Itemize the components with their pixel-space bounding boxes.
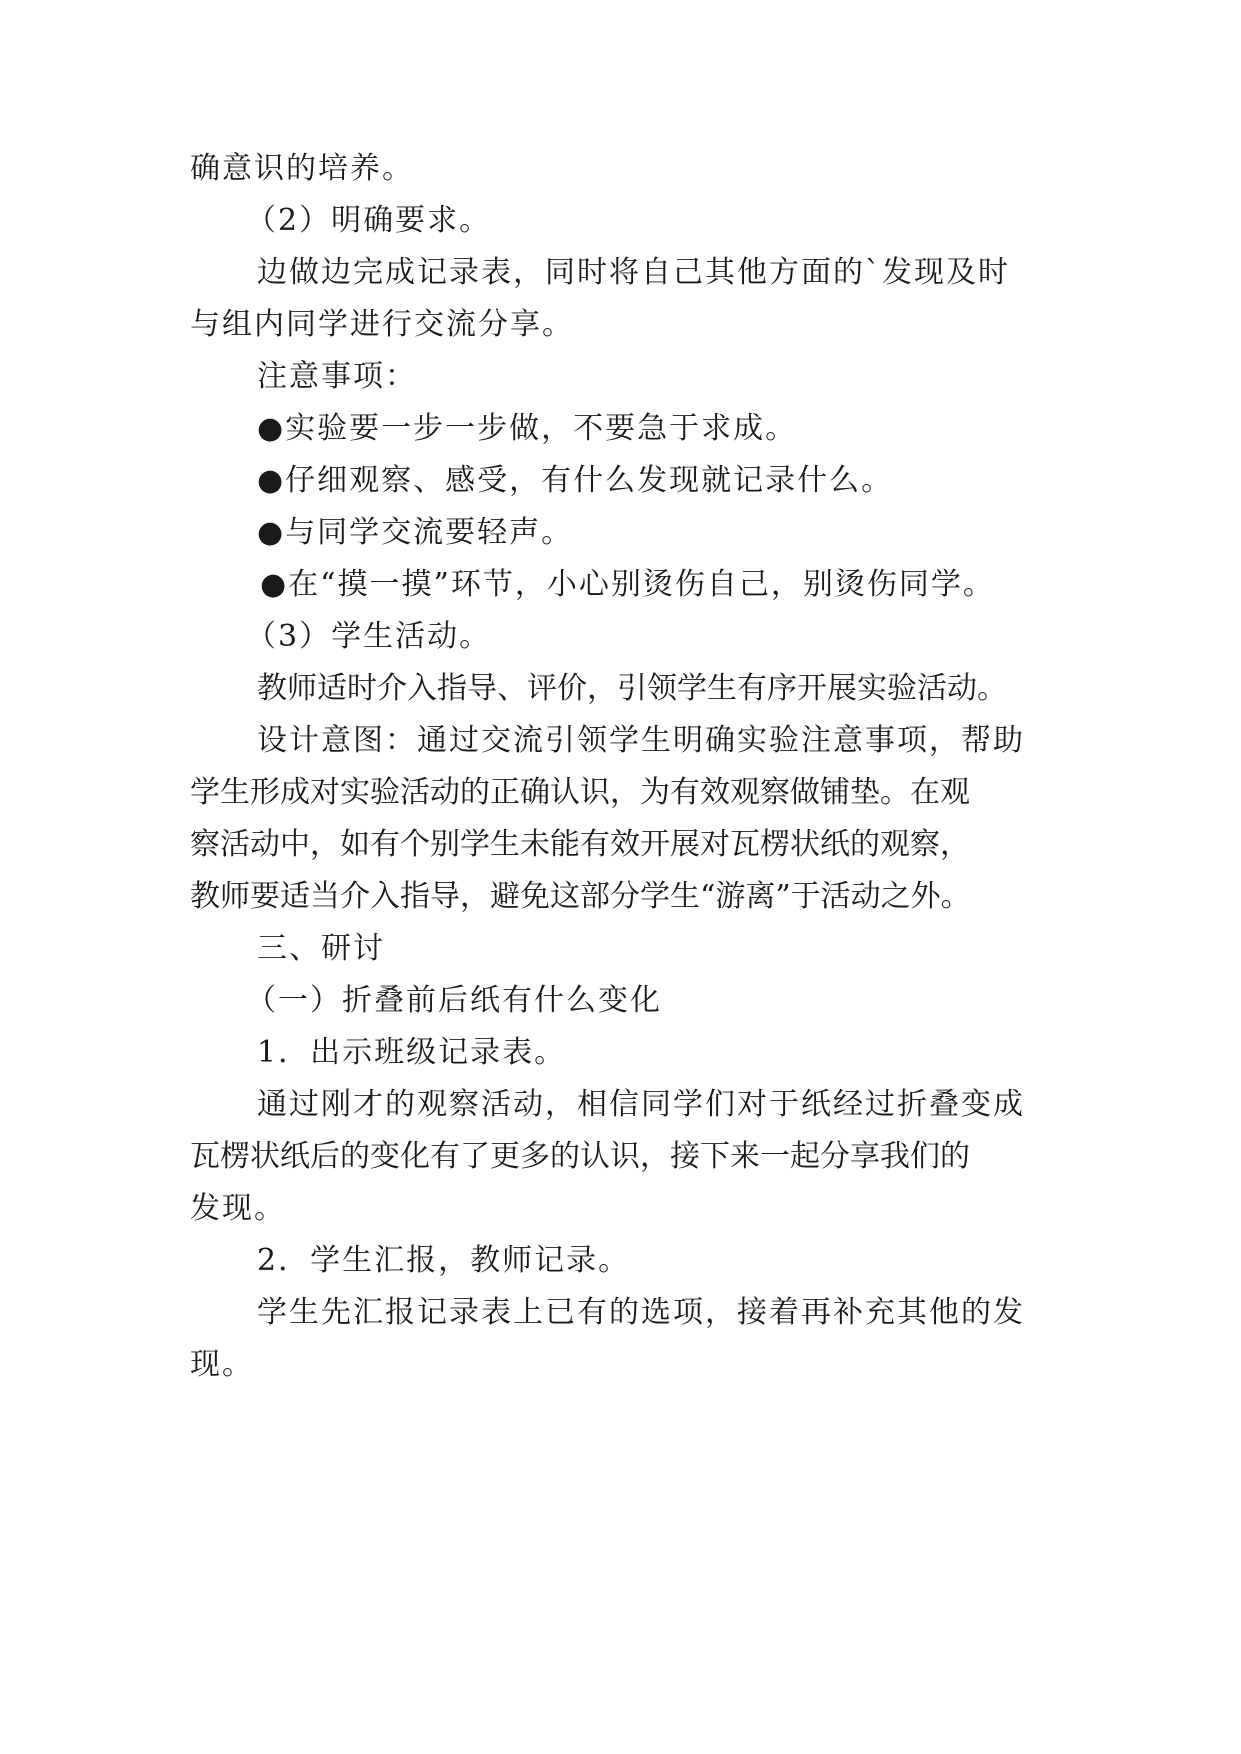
subheading: （一）折叠前后纸有什么变化 xyxy=(246,983,662,1018)
text-line: 现。 xyxy=(190,1347,254,1382)
bullet-item: ●实验要一步一步做，不要急于求成。 xyxy=(257,411,798,446)
text-line: 学生先汇报记录表上已有的选项，接着再补充其他的发 xyxy=(257,1295,1025,1330)
text-line: 设计意图：通过交流引领学生明确实验注意事项，帮助 xyxy=(257,723,1025,758)
text-line: 学生形成对实验活动的正确认识，为有效观察做铺垫。在观 xyxy=(190,775,970,810)
subheading: （3）学生活动。 xyxy=(246,619,492,654)
text-line: 瓦楞状纸后的变化有了更多的认识，接下来一起分享我们的 xyxy=(190,1139,970,1174)
text-line: 确意识的培养。 xyxy=(190,151,414,186)
numbered-item: 1．出示班级记录表。 xyxy=(257,1035,567,1070)
text-line: 察活动中，如有个别学生未能有效开展对瓦楞状纸的观察， xyxy=(190,827,970,862)
text-line: 教师要适当介入指导，避免这部分学生“游离”于活动之外。 xyxy=(190,879,971,914)
text-line: 发现。 xyxy=(190,1191,286,1226)
subheading: （2）明确要求。 xyxy=(246,203,492,238)
section-heading: 三、研讨 xyxy=(257,931,385,966)
text-line: 与组内同学进行交流分享。 xyxy=(190,307,574,342)
bullet-item: ●在“摸一摸”环节，小心别烫伤自己，别烫伤同学。 xyxy=(260,567,995,602)
text-line: 教师适时介入指导、评价，引领学生有序开展实验活动。 xyxy=(257,671,1007,706)
numbered-item: 2．学生汇报，教师记录。 xyxy=(257,1243,631,1278)
text-line: 边做边完成记录表，同时将自己其他方面的`发现及时 xyxy=(257,255,1010,290)
bullet-item: ●仔细观察、感受，有什么发现就记录什么。 xyxy=(257,463,894,498)
text-line: 通过刚才的观察活动，相信同学们对于纸经过折叠变成 xyxy=(257,1087,1025,1122)
text-line: 注意事项： xyxy=(257,359,417,394)
bullet-item: ●与同学交流要轻声。 xyxy=(257,515,574,550)
